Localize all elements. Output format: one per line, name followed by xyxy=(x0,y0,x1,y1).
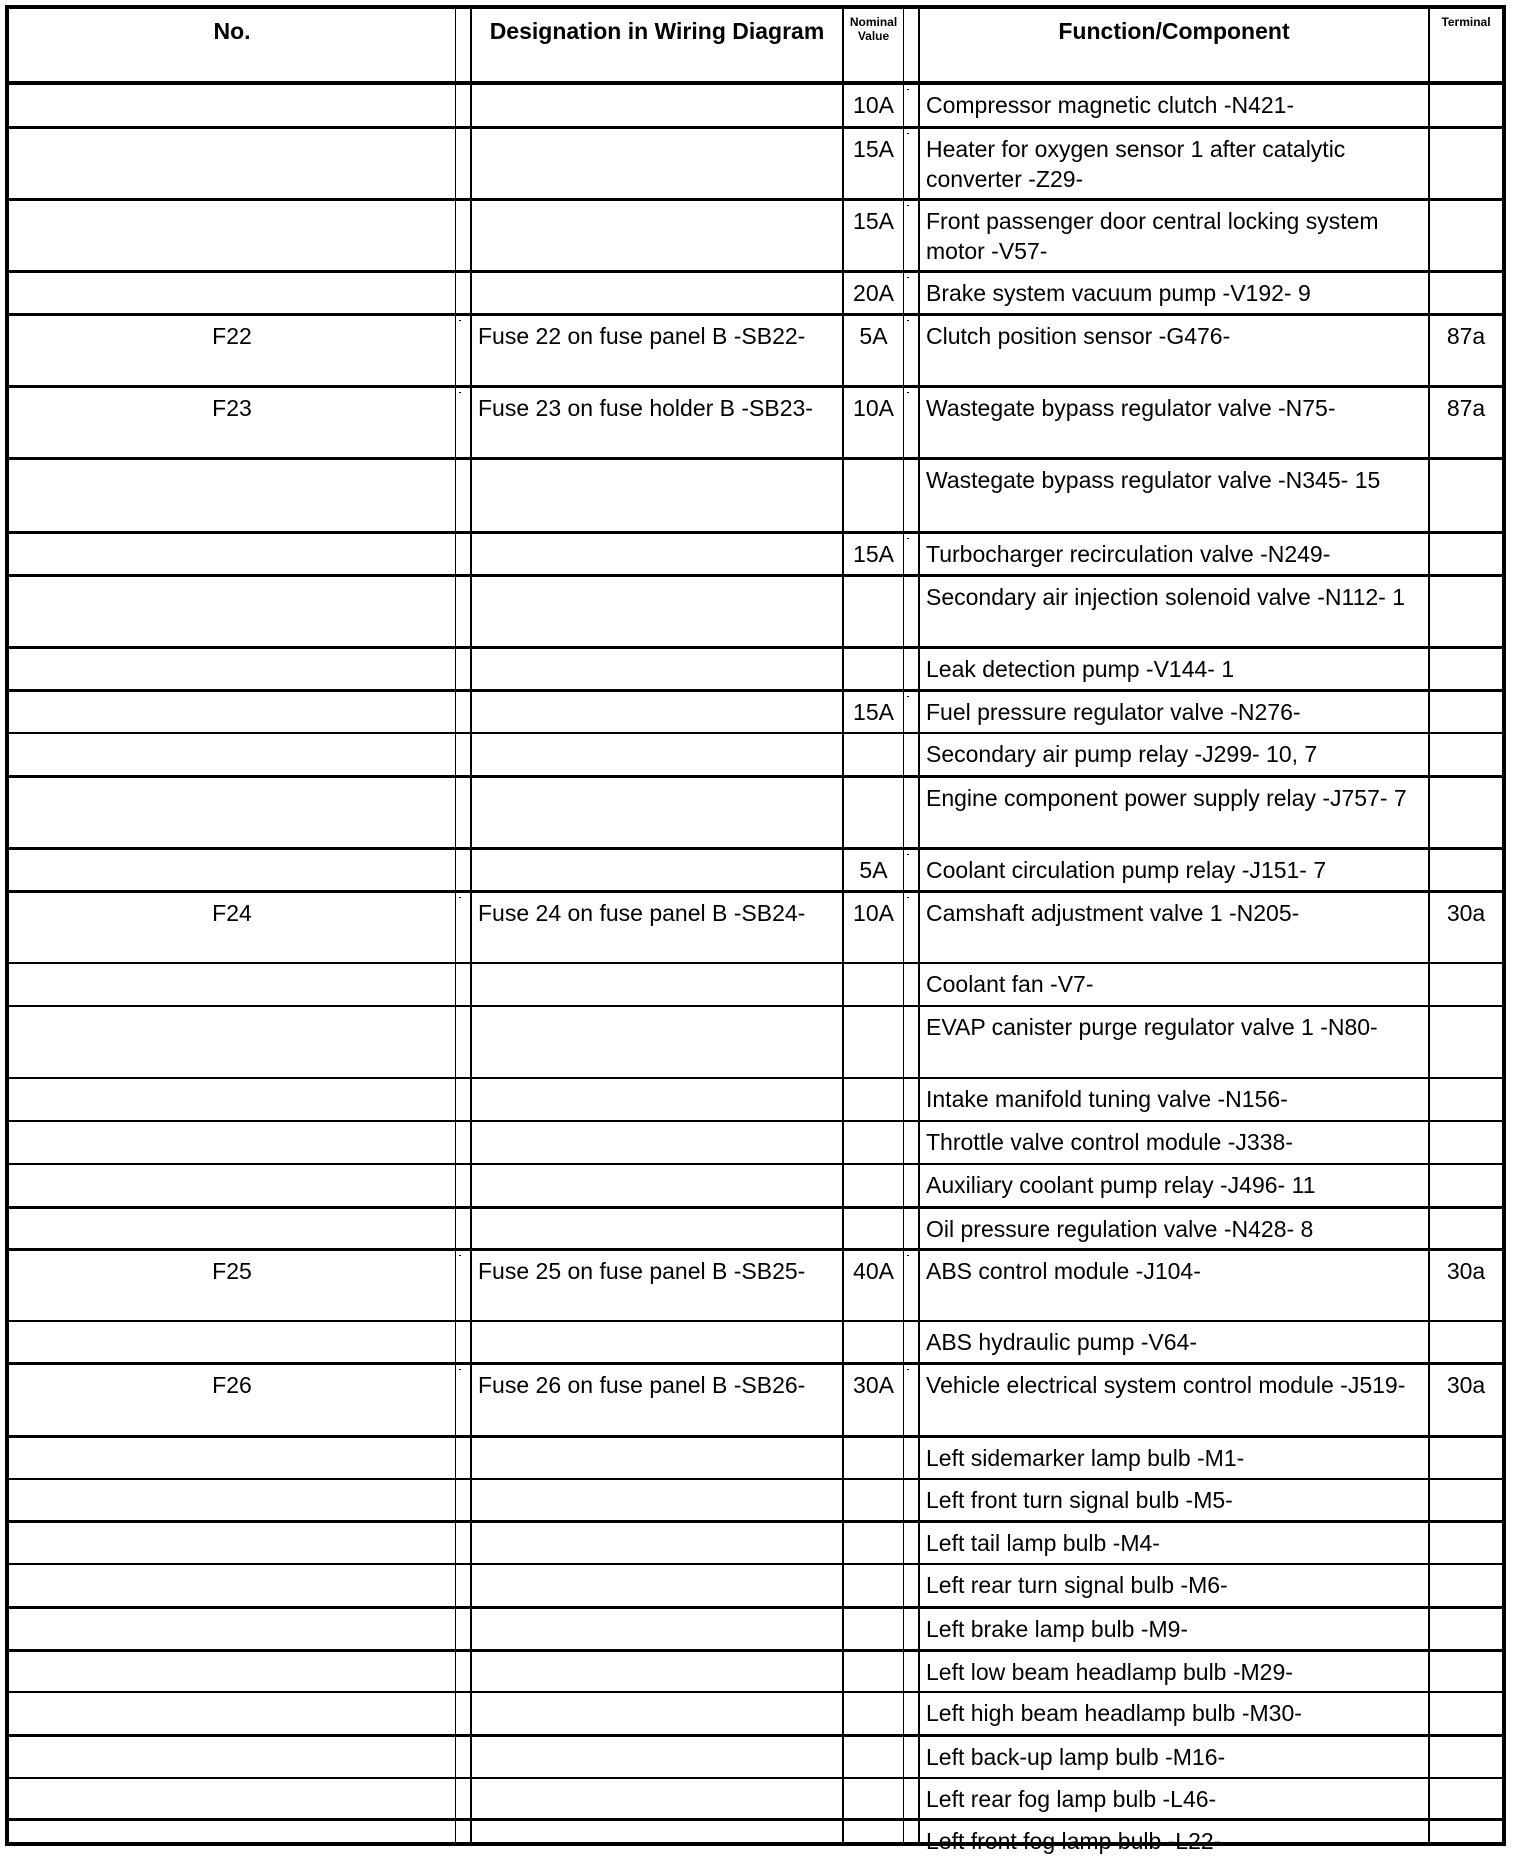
cell-no xyxy=(9,964,455,1005)
cell-no: F22 xyxy=(212,323,252,349)
cell-no xyxy=(9,273,455,313)
cell-nominal-value xyxy=(842,1165,903,1206)
cell-terminal: 87a xyxy=(1428,388,1502,457)
cell-no: F26 xyxy=(212,1372,252,1398)
tick-mark xyxy=(907,392,909,393)
cell-nominal-value: 10A xyxy=(842,85,903,126)
table-row xyxy=(9,1818,1502,1854)
cell-nominal-value xyxy=(842,1480,903,1520)
cell-function: Engine component power supply relay -J757- 7 xyxy=(918,778,1428,847)
cell-gutter xyxy=(903,201,918,270)
cell-nominal-value xyxy=(842,1821,903,1842)
cell-function: Brake system vacuum pump -V192- 9 xyxy=(918,273,1428,313)
table-row xyxy=(9,1005,1502,1077)
tick-mark xyxy=(459,1369,461,1370)
cell-function: Compressor magnetic clutch -N421- xyxy=(918,85,1428,126)
cell-function: Leak detection pump -V144- 1 xyxy=(918,649,1428,689)
cell-function: Oil pressure regulation valve -N428- 8 xyxy=(918,1209,1428,1248)
cell-gutter xyxy=(903,273,918,313)
cell-terminal xyxy=(1428,1523,1502,1563)
cell-nominal-value: 15A xyxy=(842,201,903,270)
cell-nominal-value xyxy=(842,1609,903,1649)
cell-nominal-value xyxy=(842,778,903,847)
cell-function: Throttle valve control module -J338- xyxy=(918,1122,1428,1163)
cell-designation: Fuse 24 on fuse panel B -SB24- xyxy=(470,893,842,962)
cell-designation xyxy=(470,1693,842,1734)
cell-function: Secondary air injection solenoid valve -N112- 1 xyxy=(918,577,1428,646)
cell-gutter xyxy=(903,388,918,457)
cell-no xyxy=(9,1438,455,1478)
cell-gutter xyxy=(455,129,470,198)
header-terminal: Terminal xyxy=(1428,9,1502,81)
cell-gutter xyxy=(903,1693,918,1734)
cell-terminal xyxy=(1428,734,1502,775)
cell-designation xyxy=(470,692,842,732)
cell-gutter xyxy=(455,778,470,847)
cell-gutter xyxy=(903,1079,918,1120)
cell-no xyxy=(9,1652,455,1691)
header-no: No. xyxy=(213,18,251,44)
cell-no xyxy=(9,460,455,531)
cell-gutter xyxy=(455,1079,470,1120)
cell-nominal-value: 30A xyxy=(842,1365,903,1435)
cell-designation xyxy=(470,1209,842,1248)
cell-nominal-value xyxy=(842,1007,903,1077)
cell-no xyxy=(9,1565,455,1606)
cell-no xyxy=(9,649,455,689)
cell-no: F23 xyxy=(212,395,252,421)
cell-gutter xyxy=(903,778,918,847)
cell-function: Turbocharger recirculation valve -N249- xyxy=(918,534,1428,574)
cell-designation xyxy=(470,129,842,198)
cell-gutter xyxy=(903,649,918,689)
cell-gutter xyxy=(455,388,470,457)
cell-terminal xyxy=(1428,1737,1502,1777)
cell-function: ABS hydraulic pump -V64- xyxy=(918,1322,1428,1362)
cell-gutter xyxy=(903,1821,918,1842)
tick-mark xyxy=(459,1255,461,1256)
cell-terminal: 30a xyxy=(1428,1365,1502,1435)
cell-gutter xyxy=(903,316,918,385)
cell-designation xyxy=(470,577,842,646)
table-row xyxy=(9,1320,1502,1362)
cell-terminal xyxy=(1428,1209,1502,1248)
cell-function: Auxiliary coolant pump relay -J496- 11 xyxy=(918,1165,1428,1206)
cell-designation: Fuse 26 on fuse panel B -SB26- xyxy=(470,1365,842,1435)
table-row xyxy=(9,126,1502,198)
cell-gutter xyxy=(903,1609,918,1649)
cell-gutter xyxy=(903,534,918,574)
cell-gutter xyxy=(903,692,918,732)
tick-mark xyxy=(907,897,909,898)
cell-nominal-value xyxy=(842,577,903,646)
cell-terminal xyxy=(1428,778,1502,847)
cell-nominal-value xyxy=(842,460,903,531)
cell-designation: Fuse 23 on fuse holder B -SB23- xyxy=(470,388,842,457)
cell-nominal-value: 10A xyxy=(842,893,903,962)
cell-no xyxy=(9,1079,455,1120)
cell-function: EVAP canister purge regulator valve 1 -N80- xyxy=(918,1007,1428,1077)
cell-terminal xyxy=(1428,850,1502,890)
cell-designation xyxy=(470,1007,842,1077)
cell-gutter xyxy=(903,1165,918,1206)
tick-mark xyxy=(907,1369,909,1370)
cell-gutter xyxy=(455,734,470,775)
cell-nominal-value xyxy=(842,1779,903,1818)
cell-no xyxy=(9,201,455,270)
cell-gutter xyxy=(455,1693,470,1734)
cell-gutter xyxy=(455,1322,470,1362)
cell-gutter xyxy=(903,964,918,1005)
cell-designation xyxy=(470,1609,842,1649)
cell-nominal-value xyxy=(842,1737,903,1777)
table-row xyxy=(9,1120,1502,1163)
cell-function: Secondary air pump relay -J299- 10, 7 xyxy=(918,734,1428,775)
cell-gutter xyxy=(455,1523,470,1563)
tick-mark xyxy=(907,205,909,206)
cell-terminal xyxy=(1428,577,1502,646)
table-row xyxy=(9,531,1502,574)
table-row xyxy=(9,1563,1502,1606)
cell-gutter xyxy=(455,850,470,890)
tick-mark xyxy=(459,897,461,898)
cell-designation xyxy=(470,1122,842,1163)
fuse-table xyxy=(5,5,1506,1854)
cell-designation xyxy=(470,1165,842,1206)
cell-function: Left rear turn signal bulb -M6- xyxy=(918,1565,1428,1606)
cell-nominal-value xyxy=(842,734,903,775)
table-row xyxy=(9,1520,1502,1563)
cell-no xyxy=(9,534,455,574)
cell-no xyxy=(9,1523,455,1563)
cell-no xyxy=(9,1122,455,1163)
cell-terminal xyxy=(1428,85,1502,126)
cell-gutter xyxy=(455,1565,470,1606)
cell-nominal-value: 10A xyxy=(842,388,903,457)
cell-no xyxy=(9,577,455,646)
cell-terminal xyxy=(1428,1438,1502,1478)
cell-no xyxy=(9,1007,455,1077)
cell-no xyxy=(9,1480,455,1520)
cell-designation xyxy=(470,85,842,126)
tick-mark xyxy=(459,392,461,393)
cell-no xyxy=(9,692,455,732)
cell-no xyxy=(9,1609,455,1649)
cell-no: F24 xyxy=(212,900,252,926)
cell-no xyxy=(9,778,455,847)
cell-gutter xyxy=(455,1209,470,1248)
cell-nominal-value: 15A xyxy=(842,129,903,198)
cell-terminal: 87a xyxy=(1428,316,1502,385)
cell-terminal xyxy=(1428,964,1502,1005)
cell-gutter xyxy=(903,850,918,890)
table-row xyxy=(9,1077,1502,1120)
cell-gutter xyxy=(455,964,470,1005)
header-function: Function/Component xyxy=(918,9,1428,81)
cell-designation xyxy=(470,778,842,847)
cell-nominal-value xyxy=(842,1322,903,1362)
cell-gutter xyxy=(455,577,470,646)
table-row xyxy=(9,1606,1502,1649)
cell-no xyxy=(9,1737,455,1777)
cell-gutter xyxy=(455,1251,470,1320)
cell-gutter xyxy=(455,85,470,126)
cell-gutter xyxy=(455,1480,470,1520)
cell-terminal: 30a xyxy=(1428,1251,1502,1320)
cell-designation xyxy=(470,1438,842,1478)
cell-gutter xyxy=(455,1165,470,1206)
cell-gutter xyxy=(903,1480,918,1520)
table-row xyxy=(9,1163,1502,1206)
cell-designation xyxy=(470,1652,842,1691)
header-gutter xyxy=(455,9,470,81)
header-designation: Designation in Wiring Diagram xyxy=(470,9,842,81)
cell-terminal: 30a xyxy=(1428,893,1502,962)
cell-function: Left brake lamp bulb -M9- xyxy=(918,1609,1428,1649)
table-row xyxy=(9,847,1502,890)
cell-function: Vehicle electrical system control module -J519- xyxy=(918,1365,1428,1435)
cell-designation xyxy=(470,534,842,574)
cell-gutter xyxy=(455,649,470,689)
table-row xyxy=(9,270,1502,313)
table-row xyxy=(9,1362,1502,1435)
cell-nominal-value xyxy=(842,649,903,689)
cell-nominal-value xyxy=(842,1122,903,1163)
table-row xyxy=(9,732,1502,775)
cell-no xyxy=(9,1165,455,1206)
cell-gutter xyxy=(455,273,470,313)
cell-gutter xyxy=(455,1779,470,1818)
cell-nominal-value: 40A xyxy=(842,1251,903,1320)
cell-terminal xyxy=(1428,1565,1502,1606)
cell-gutter xyxy=(455,1821,470,1842)
cell-nominal-value xyxy=(842,1209,903,1248)
cell-nominal-value xyxy=(842,1438,903,1478)
cell-nominal-value xyxy=(842,964,903,1005)
cell-function: Fuel pressure regulator valve -N276- xyxy=(918,692,1428,732)
cell-nominal-value: 5A xyxy=(842,850,903,890)
cell-function: Camshaft adjustment valve 1 -N205- xyxy=(918,893,1428,962)
tick-mark xyxy=(907,89,909,90)
cell-no xyxy=(9,734,455,775)
table-row xyxy=(9,1649,1502,1691)
cell-terminal xyxy=(1428,692,1502,732)
table-row xyxy=(9,1435,1502,1478)
cell-gutter xyxy=(903,893,918,962)
cell-terminal xyxy=(1428,1480,1502,1520)
cell-nominal-value xyxy=(842,1652,903,1691)
cell-nominal-value: 5A xyxy=(842,316,903,385)
cell-terminal xyxy=(1428,460,1502,531)
cell-function: Clutch position sensor -G476- xyxy=(918,316,1428,385)
cell-gutter xyxy=(455,1365,470,1435)
cell-gutter xyxy=(455,201,470,270)
table-row xyxy=(9,689,1502,732)
cell-designation xyxy=(470,1737,842,1777)
cell-gutter xyxy=(455,1737,470,1777)
cell-gutter xyxy=(903,1322,918,1362)
table-row xyxy=(9,1691,1502,1734)
cell-designation xyxy=(470,1322,842,1362)
cell-gutter xyxy=(903,1779,918,1818)
cell-gutter xyxy=(903,1007,918,1077)
cell-gutter xyxy=(903,1122,918,1163)
cell-no xyxy=(9,1209,455,1248)
cell-terminal xyxy=(1428,1652,1502,1691)
cell-function: Intake manifold tuning valve -N156- xyxy=(918,1079,1428,1120)
cell-designation xyxy=(470,964,842,1005)
table-row xyxy=(9,1248,1502,1320)
cell-gutter xyxy=(903,734,918,775)
tick-mark xyxy=(907,277,909,278)
cell-gutter xyxy=(455,1438,470,1478)
cell-no: F25 xyxy=(212,1258,252,1284)
table-row xyxy=(9,646,1502,689)
tick-mark xyxy=(907,320,909,321)
cell-terminal xyxy=(1428,1779,1502,1818)
cell-terminal xyxy=(1428,129,1502,198)
cell-designation xyxy=(470,1779,842,1818)
cell-gutter xyxy=(903,1365,918,1435)
cell-designation xyxy=(470,273,842,313)
cell-gutter xyxy=(455,460,470,531)
cell-nominal-value xyxy=(842,1523,903,1563)
table-row xyxy=(9,85,1502,126)
tick-mark xyxy=(459,320,461,321)
cell-no xyxy=(9,850,455,890)
tick-mark xyxy=(907,696,909,697)
cell-nominal-value xyxy=(842,1079,903,1120)
table-row xyxy=(9,1206,1502,1248)
cell-gutter xyxy=(903,1565,918,1606)
cell-gutter xyxy=(903,1209,918,1248)
table-row xyxy=(9,574,1502,646)
cell-designation xyxy=(470,1523,842,1563)
table-row xyxy=(9,457,1502,531)
cell-gutter xyxy=(455,534,470,574)
cell-function: ABS control module -J104- xyxy=(918,1251,1428,1320)
tick-mark xyxy=(907,538,909,539)
cell-terminal xyxy=(1428,1165,1502,1206)
cell-function: Left rear fog lamp bulb -L46- xyxy=(918,1779,1428,1818)
cell-terminal xyxy=(1428,201,1502,270)
cell-designation: Fuse 22 on fuse panel B -SB22- xyxy=(470,316,842,385)
cell-gutter xyxy=(903,1652,918,1691)
cell-gutter xyxy=(455,893,470,962)
cell-terminal xyxy=(1428,1693,1502,1734)
table-header xyxy=(9,9,1502,85)
cell-gutter xyxy=(903,1737,918,1777)
table-row xyxy=(9,962,1502,1005)
table-row xyxy=(9,890,1502,962)
cell-gutter xyxy=(903,85,918,126)
cell-function: Wastegate bypass regulator valve -N75- xyxy=(918,388,1428,457)
cell-designation xyxy=(470,734,842,775)
cell-gutter xyxy=(455,1122,470,1163)
tick-mark xyxy=(907,1255,909,1256)
tick-mark xyxy=(907,133,909,134)
cell-nominal-value xyxy=(842,1693,903,1734)
cell-function: Wastegate bypass regulator valve -N345- 15 xyxy=(918,460,1428,531)
cell-no xyxy=(9,129,455,198)
cell-designation xyxy=(470,1480,842,1520)
table-row xyxy=(9,775,1502,847)
cell-gutter xyxy=(455,1652,470,1691)
cell-designation xyxy=(470,649,842,689)
cell-gutter xyxy=(455,316,470,385)
cell-gutter xyxy=(903,129,918,198)
cell-terminal xyxy=(1428,273,1502,313)
cell-nominal-value xyxy=(842,1565,903,1606)
table-row xyxy=(9,1734,1502,1777)
table-row xyxy=(9,1777,1502,1818)
cell-function: Left front turn signal bulb -M5- xyxy=(918,1480,1428,1520)
table-row xyxy=(9,385,1502,457)
cell-gutter xyxy=(903,460,918,531)
cell-function: Coolant circulation pump relay -J151- 7 xyxy=(918,850,1428,890)
cell-gutter xyxy=(903,1523,918,1563)
cell-no xyxy=(9,1821,455,1842)
cell-gutter xyxy=(903,577,918,646)
cell-nominal-value: 15A xyxy=(842,534,903,574)
cell-terminal xyxy=(1428,1609,1502,1649)
cell-function: Left front fog lamp bulb -L22- xyxy=(918,1821,1428,1842)
cell-terminal xyxy=(1428,1079,1502,1120)
cell-function: Heater for oxygen sensor 1 after catalytic converter -Z29- xyxy=(918,129,1428,198)
cell-function: Left sidemarker lamp bulb -M1- xyxy=(918,1438,1428,1478)
cell-designation xyxy=(470,850,842,890)
cell-designation xyxy=(470,460,842,531)
cell-no xyxy=(9,1779,455,1818)
cell-function: Left back-up lamp bulb -M16- xyxy=(918,1737,1428,1777)
cell-terminal xyxy=(1428,534,1502,574)
table-row xyxy=(9,1478,1502,1520)
table-row xyxy=(9,313,1502,385)
cell-terminal xyxy=(1428,1007,1502,1077)
cell-terminal xyxy=(1428,1122,1502,1163)
cell-designation xyxy=(470,201,842,270)
cell-no xyxy=(9,1693,455,1734)
header-nominal-value: Nominal Value xyxy=(842,9,903,81)
cell-function: Left low beam headlamp bulb -M29- xyxy=(918,1652,1428,1691)
cell-no xyxy=(9,1322,455,1362)
cell-function: Left high beam headlamp bulb -M30- xyxy=(918,1693,1428,1734)
cell-gutter xyxy=(455,692,470,732)
cell-nominal-value: 20A xyxy=(842,273,903,313)
cell-designation xyxy=(470,1079,842,1120)
cell-function: Left tail lamp bulb -M4- xyxy=(918,1523,1428,1563)
cell-gutter xyxy=(455,1609,470,1649)
header-gutter xyxy=(903,9,918,81)
cell-designation: Fuse 25 on fuse panel B -SB25- xyxy=(470,1251,842,1320)
cell-designation xyxy=(470,1565,842,1606)
cell-function: Coolant fan -V7- xyxy=(918,964,1428,1005)
cell-function: Front passenger door central locking system motor -V57- xyxy=(918,201,1428,270)
cell-no xyxy=(9,85,455,126)
cell-nominal-value: 15A xyxy=(842,692,903,732)
cell-terminal xyxy=(1428,1322,1502,1362)
cell-gutter xyxy=(455,1007,470,1077)
cell-gutter xyxy=(903,1251,918,1320)
cell-designation xyxy=(470,1821,842,1842)
cell-terminal xyxy=(1428,649,1502,689)
table-row xyxy=(9,198,1502,270)
cell-terminal xyxy=(1428,1821,1502,1842)
cell-gutter xyxy=(903,1438,918,1478)
tick-mark xyxy=(907,854,909,855)
